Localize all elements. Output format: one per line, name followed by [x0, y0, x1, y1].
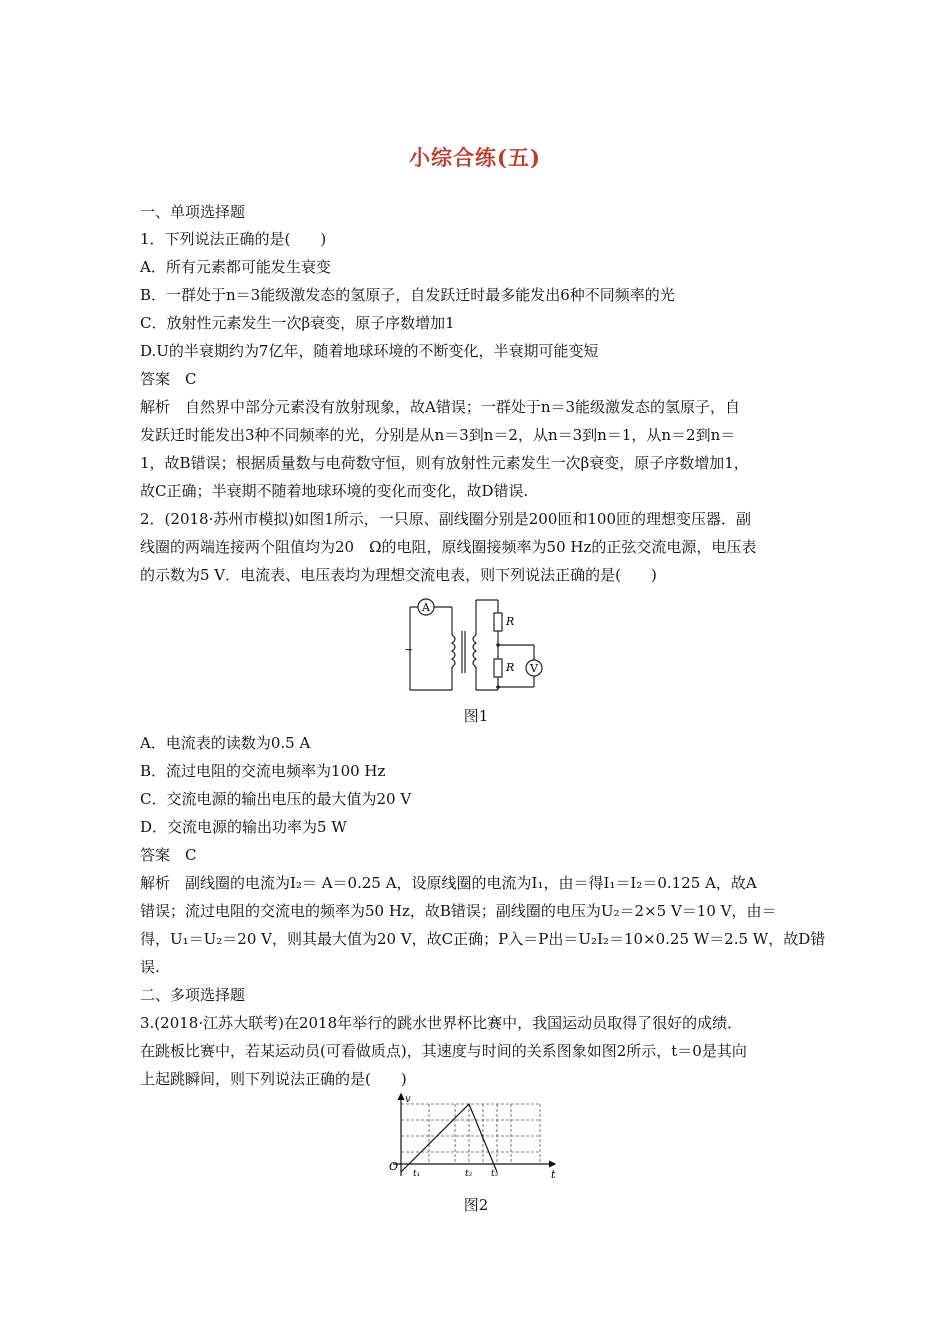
q1-option-b: B．一群处于n＝3能级激发态的氢原子，自发跃迁时最多能发出6种不同频率的光 [140, 286, 675, 304]
velocity-time-graph [385, 1092, 565, 1184]
tick-label-t1: t₁ [413, 1169, 421, 1179]
figure-2-caption: 图2 [463, 1196, 489, 1214]
q1-option-c: C．放射性元素发生一次β衰变，原子序数增加1 [140, 314, 455, 332]
q2-option-a: A．电流表的读数为0.5 A [140, 734, 311, 752]
origin-label: O [389, 1160, 399, 1173]
q1-stem: 1．下列说法正确的是( ) [140, 230, 327, 248]
q2-answer: 答案 C [140, 846, 197, 864]
page-title: 小综合练(五) [409, 145, 541, 170]
resistor-label: R [506, 615, 515, 628]
q1-analysis-line: 发跃迁时能发出3种不同频率的光，分别是从n＝3到n＝2，从n＝3到n＝1，从n＝2到n＝ [140, 426, 736, 444]
q2-stem-line: 的示数为5 V．电流表、电压表均为理想交流电表，则下列说法正确的是( ) [140, 566, 657, 584]
resistor-bottom-icon [494, 659, 502, 677]
ac-source-label: ~ [404, 643, 414, 656]
resistor-label: R [506, 661, 515, 674]
resistor-top-icon [494, 613, 502, 631]
tick-label-t2: t₂ [465, 1169, 473, 1179]
q1-option-a: A．所有元素都可能发生衰变 [140, 258, 331, 276]
voltmeter-label: V [530, 662, 538, 675]
q2-stem-line: 线圈的两端连接两个阻值均为20 Ω的电阻，原线圈接频率为50 Hz的正弦交流电源，电压表 [140, 538, 757, 556]
q3-stem-line: 上起跳瞬间，则下列说法正确的是( ) [140, 1070, 407, 1088]
q2-option-c: C．交流电源的输出电压的最大值为20 V [140, 790, 412, 808]
q2-analysis-line: 得，U₁＝U₂＝20 V，则其最大值为20 V，故C正确；P入＝P出＝U₂I₂＝10×0.25 W＝2.5 W，故D错 [140, 930, 826, 948]
section-heading-single-choice: 一、单项选择题 [140, 203, 246, 221]
q3-stem-line: 在跳板比赛中，若某运动员(可看做质点)，其速度与时间的关系图象如图2所示，t＝0是其向 [140, 1042, 747, 1060]
q2-stem-line: 2．(2018·苏州市模拟)如图1所示，一只原、副线圈分别是200匝和100匝的理想变压器．副 [140, 510, 751, 528]
q1-option-d: D.U的半衰期约为7亿年，随着地球环境的不断变化，半衰期可能变短 [140, 342, 599, 360]
section-heading-multiple-choice: 二、多项选择题 [140, 986, 246, 1004]
primary-coil-icon [452, 635, 455, 667]
q2-option-b: B．流过电阻的交流电频率为100 Hz [140, 762, 386, 780]
q2-analysis-line: 解析 副线圈的电流为I₂＝ A＝0.25 A，设原线圈的电流为I₁，由＝得I₁＝I₂＝0.125 A，故A [140, 874, 757, 892]
q1-analysis-line: 1，故B错误；根据质量数与电荷数守恒，则有放射性元素发生一次β衰变，原子序数增加1， [140, 454, 749, 472]
q2-analysis-line: 错误；流过电阻的交流电的频率为50 Hz，故B错误；副线圈的电压为U₂＝2×5 V＝10 V，由＝ [140, 902, 777, 920]
q1-answer: 答案 C [140, 370, 197, 388]
q3-stem-line: 3.(2018·江苏大联考)在2018年举行的跳水世界杯比赛中，我国运动员取得了很好的成绩． [140, 1014, 743, 1032]
ammeter-label: A [422, 601, 430, 614]
q2-analysis-line: 误. [140, 958, 160, 976]
q1-analysis-line: 解析 自然界中部分元素没有放射现象，故A错误；一群处于n＝3能级激发态的氢原子，自 [140, 398, 741, 416]
tick-label-t3: t₃ [491, 1169, 499, 1179]
transformer-circuit-diagram [400, 595, 560, 695]
axis-label-t: t [551, 1168, 556, 1181]
q2-option-d: D．交流电源的输出功率为5 W [140, 818, 347, 836]
figure-1-caption: 图1 [463, 707, 489, 725]
axis-label-v: v [405, 1094, 411, 1105]
secondary-coil-icon [473, 635, 476, 667]
q1-analysis-line: 故C正确；半衰期不随着地球环境的变化而变化，故D错误. [140, 482, 529, 500]
